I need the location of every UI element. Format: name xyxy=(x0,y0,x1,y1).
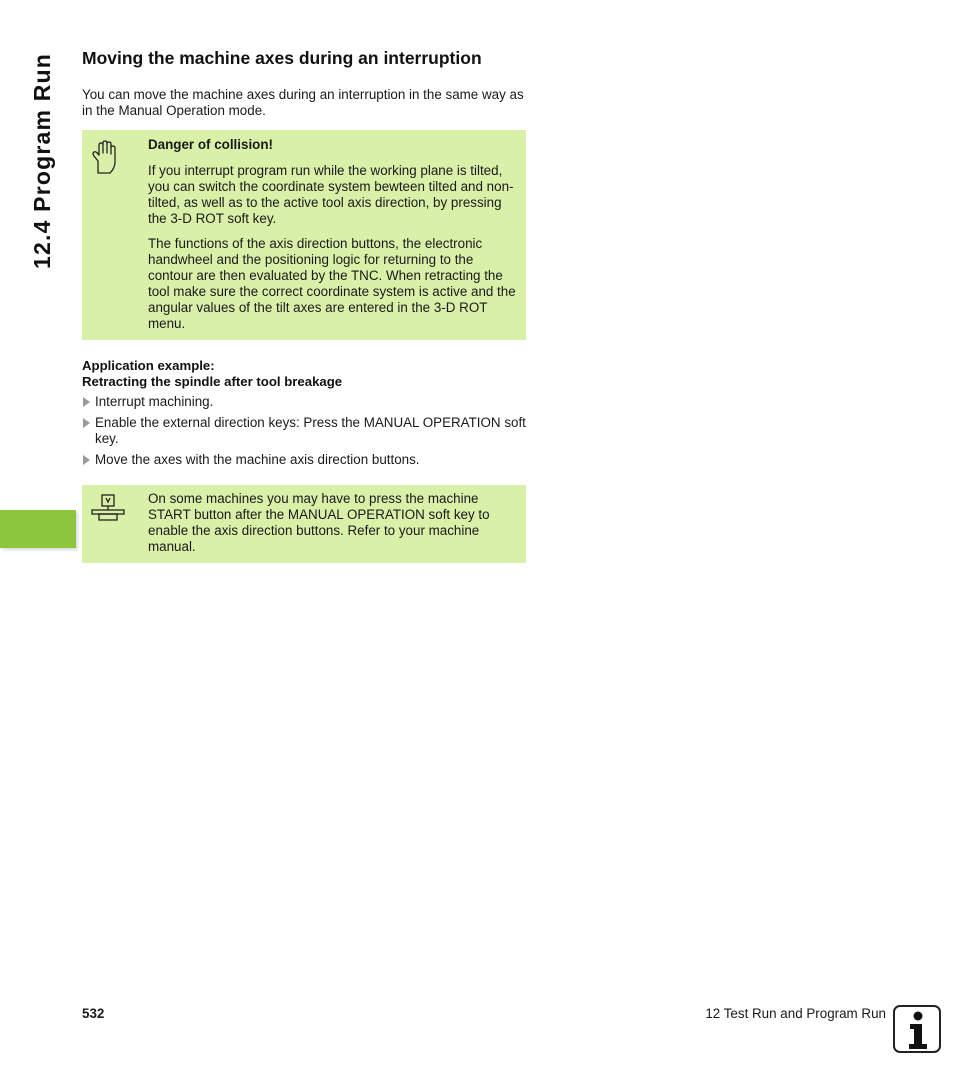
intro-paragraph: You can move the machine axes during an interruption in the same way as in the Manual Operation mode. xyxy=(82,87,524,118)
chapter-title: 12 Test Run and Program Run xyxy=(705,1006,886,1021)
collision-warning-note xyxy=(82,130,526,340)
step-text: Interrupt machining. xyxy=(95,394,214,409)
info-icon xyxy=(893,1005,941,1053)
warning-title: Danger of collision! xyxy=(148,137,273,152)
machine-icon xyxy=(91,494,127,527)
list-item xyxy=(82,415,526,447)
list-item xyxy=(82,394,526,410)
page-heading: Moving the machine axes during an interruption xyxy=(82,48,482,68)
machine-dependent-note xyxy=(82,485,526,563)
arrow-bullet-icon xyxy=(83,418,90,428)
example-heading xyxy=(82,358,342,390)
arrow-bullet-icon xyxy=(83,455,90,465)
section-side-title xyxy=(27,52,61,270)
machine-note-text: On some machines you may have to press the machine START button after the MANUAL OPERATION soft key to enable the axis direction buttons. Refer to your machine manual. xyxy=(148,491,490,554)
warning-paragraph-1: If you interrupt program run while the working plane is tilted, you can switch the coordinate system bewteen tilted and non-tilted, as well as to the active tool axis direction, by pressing the 3-D ROT soft key. xyxy=(148,163,514,226)
example-steps-list xyxy=(82,394,526,473)
step-text: Enable the external direction keys: Press the MANUAL OPERATION soft key. xyxy=(95,415,526,446)
page-number: 532 xyxy=(82,1006,105,1021)
warning-paragraph-2: The functions of the axis direction buttons, the electronic handwheel and the positioning logic for returning to the contour are then evaluated by the TNC. When retracting the tool make sure the correct coordinate system is active and the angular values of the tilt axes are entered in the 3-D ROT menu. xyxy=(148,236,516,331)
section-title-text: 12.4 Program Run xyxy=(29,52,55,269)
example-title-line1: Application example: xyxy=(82,358,215,373)
step-text: Move the axes with the machine axis direction buttons. xyxy=(95,452,420,467)
hand-warning-icon xyxy=(90,140,116,179)
chapter-tab-marker xyxy=(0,510,76,548)
example-title-line2: Retracting the spindle after tool breakage xyxy=(82,374,343,389)
arrow-bullet-icon xyxy=(83,397,90,407)
list-item xyxy=(82,452,526,468)
